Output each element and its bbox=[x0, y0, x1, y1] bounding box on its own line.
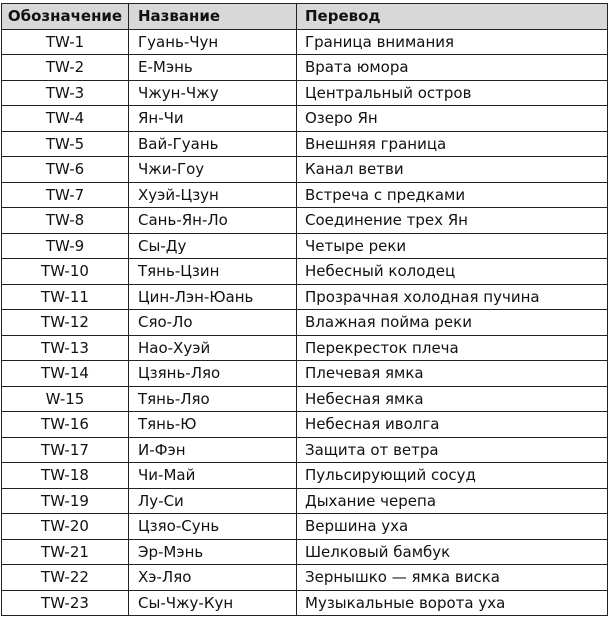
cell-name: Сы-Чжу-Кун bbox=[129, 590, 297, 616]
cell-name: Хуэй-Цзун bbox=[129, 182, 297, 208]
table-row bbox=[2, 386, 608, 412]
cell-designation: TW-4 bbox=[2, 106, 129, 132]
cell-translation: Канал ветви bbox=[297, 157, 608, 183]
cell-translation: Перекресток плеча bbox=[297, 335, 608, 361]
cell-name: Цзяо-Сунь bbox=[129, 514, 297, 540]
cell-name: И-Фэн bbox=[129, 437, 297, 463]
cell-designation: TW-20 bbox=[2, 514, 129, 540]
cell-translation: Пульсирующий сосуд bbox=[297, 463, 608, 489]
table-row bbox=[2, 590, 608, 616]
table-row bbox=[2, 514, 608, 540]
cell-translation: Граница внимания bbox=[297, 29, 608, 55]
cell-name: Е-Мэнь bbox=[129, 55, 297, 81]
cell-designation: TW-18 bbox=[2, 463, 129, 489]
cell-designation: W-15 bbox=[2, 386, 129, 412]
cell-designation: TW-11 bbox=[2, 284, 129, 310]
cell-name: Гуань-Чун bbox=[129, 29, 297, 55]
table-row bbox=[2, 157, 608, 183]
cell-translation: Зернышко — ямка виска bbox=[297, 565, 608, 591]
cell-translation: Соединение трех Ян bbox=[297, 208, 608, 234]
cell-designation: TW-14 bbox=[2, 361, 129, 387]
header-designation: Обозначение bbox=[2, 4, 129, 30]
acupoint-table bbox=[1, 3, 608, 616]
header-translation: Перевод bbox=[297, 4, 608, 30]
table-row bbox=[2, 80, 608, 106]
cell-designation: TW-5 bbox=[2, 131, 129, 157]
cell-designation: TW-12 bbox=[2, 310, 129, 336]
cell-designation: TW-3 bbox=[2, 80, 129, 106]
cell-name: Цзянь-Ляо bbox=[129, 361, 297, 387]
table-row bbox=[2, 284, 608, 310]
cell-designation: TW-16 bbox=[2, 412, 129, 438]
header-name: Название bbox=[129, 4, 297, 30]
cell-translation: Музыкальные ворота уха bbox=[297, 590, 608, 616]
cell-translation: Небесная иволга bbox=[297, 412, 608, 438]
table-row bbox=[2, 539, 608, 565]
cell-name: Тянь-Цзин bbox=[129, 259, 297, 285]
cell-name: Хэ-Ляо bbox=[129, 565, 297, 591]
cell-designation: TW-10 bbox=[2, 259, 129, 285]
cell-designation: TW-1 bbox=[2, 29, 129, 55]
cell-name: Вай-Гуань bbox=[129, 131, 297, 157]
table-row bbox=[2, 208, 608, 234]
cell-translation: Небесный колодец bbox=[297, 259, 608, 285]
table-header bbox=[2, 4, 608, 30]
cell-name: Чжи-Гоу bbox=[129, 157, 297, 183]
table-row bbox=[2, 55, 608, 81]
table-row bbox=[2, 182, 608, 208]
cell-designation: TW-21 bbox=[2, 539, 129, 565]
cell-translation: Защита от ветра bbox=[297, 437, 608, 463]
cell-designation: TW-9 bbox=[2, 233, 129, 259]
cell-translation: Влажная пойма реки bbox=[297, 310, 608, 336]
cell-translation: Озеро Ян bbox=[297, 106, 608, 132]
cell-designation: TW-19 bbox=[2, 488, 129, 514]
cell-name: Цин-Лэн-Юань bbox=[129, 284, 297, 310]
cell-designation: TW-7 bbox=[2, 182, 129, 208]
cell-translation: Центральный остров bbox=[297, 80, 608, 106]
table-row bbox=[2, 106, 608, 132]
cell-designation: TW-23 bbox=[2, 590, 129, 616]
cell-designation: TW-2 bbox=[2, 55, 129, 81]
cell-name: Эр-Мэнь bbox=[129, 539, 297, 565]
cell-name: Нао-Хуэй bbox=[129, 335, 297, 361]
cell-translation: Встреча с предками bbox=[297, 182, 608, 208]
cell-name: Сяо-Ло bbox=[129, 310, 297, 336]
acupoint-table-container bbox=[1, 3, 607, 616]
table-row bbox=[2, 412, 608, 438]
cell-name: Тянь-Ляо bbox=[129, 386, 297, 412]
cell-translation: Вершина уха bbox=[297, 514, 608, 540]
cell-translation: Четыре реки bbox=[297, 233, 608, 259]
table-row bbox=[2, 437, 608, 463]
cell-translation: Шелковый бамбук bbox=[297, 539, 608, 565]
table-row bbox=[2, 488, 608, 514]
cell-designation: TW-17 bbox=[2, 437, 129, 463]
table-row bbox=[2, 335, 608, 361]
cell-designation: TW-6 bbox=[2, 157, 129, 183]
cell-designation: TW-22 bbox=[2, 565, 129, 591]
cell-translation: Врата юмора bbox=[297, 55, 608, 81]
table-row bbox=[2, 463, 608, 489]
table-row bbox=[2, 233, 608, 259]
table-body bbox=[2, 29, 608, 616]
cell-translation: Внешняя граница bbox=[297, 131, 608, 157]
cell-name: Ян-Чи bbox=[129, 106, 297, 132]
cell-translation: Дыхание черепа bbox=[297, 488, 608, 514]
cell-translation: Небесная ямка bbox=[297, 386, 608, 412]
cell-designation: TW-8 bbox=[2, 208, 129, 234]
cell-name: Тянь-Ю bbox=[129, 412, 297, 438]
table-row bbox=[2, 29, 608, 55]
cell-name: Сань-Ян-Ло bbox=[129, 208, 297, 234]
table-row bbox=[2, 310, 608, 336]
table-row bbox=[2, 361, 608, 387]
header-row bbox=[2, 4, 608, 30]
cell-name: Лу-Си bbox=[129, 488, 297, 514]
cell-translation: Прозрачная холодная пучина bbox=[297, 284, 608, 310]
cell-name: Чжун-Чжу bbox=[129, 80, 297, 106]
table-row bbox=[2, 131, 608, 157]
cell-name: Чи-Май bbox=[129, 463, 297, 489]
table-row bbox=[2, 259, 608, 285]
table-row bbox=[2, 565, 608, 591]
cell-translation: Плечевая ямка bbox=[297, 361, 608, 387]
cell-name: Сы-Ду bbox=[129, 233, 297, 259]
cell-designation: TW-13 bbox=[2, 335, 129, 361]
